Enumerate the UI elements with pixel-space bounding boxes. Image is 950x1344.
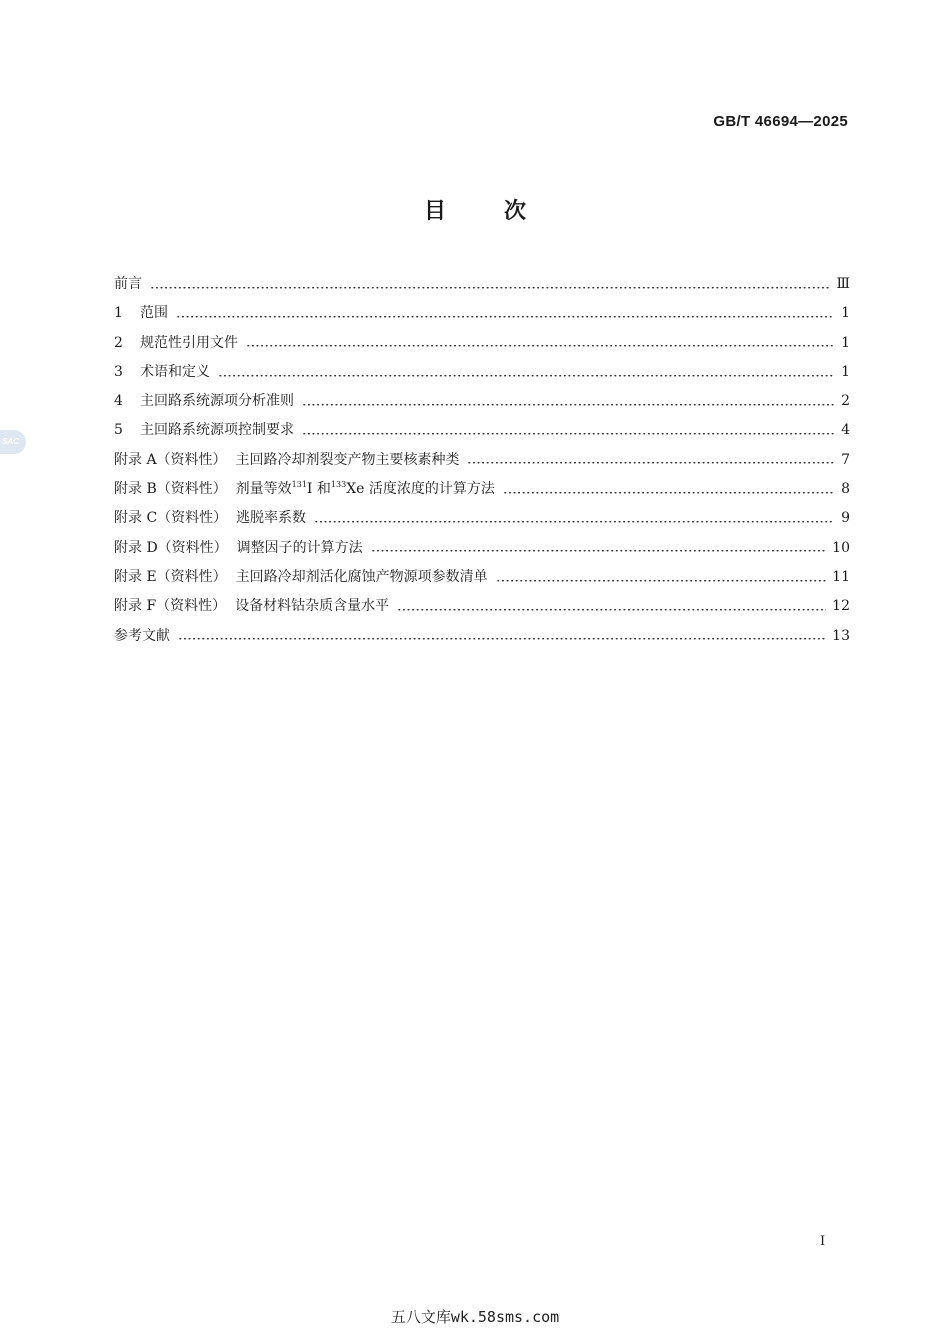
toc-entry-page: 1	[841, 305, 850, 322]
dot-leader	[302, 404, 834, 406]
toc-title: 目次	[423, 199, 584, 224]
toc-entry[interactable]	[114, 446, 850, 475]
dot-leader	[503, 492, 834, 494]
toc-entry-page: 7	[841, 451, 850, 468]
dot-leader	[218, 375, 834, 377]
toc-entry-label-text: 附录 F（资料性） 设备材料钴杂质含量水平	[114, 598, 390, 615]
isotope-mass-number: 133	[330, 480, 347, 490]
dot-leader	[314, 521, 834, 523]
toc-entry-number: 1	[114, 305, 123, 322]
toc-entry[interactable]	[114, 475, 850, 504]
toc-entry-number: 4	[114, 393, 123, 410]
toc-entry-label	[114, 504, 306, 533]
watermark-text: 五八文库wk.58sms.com	[390, 1308, 560, 1326]
toc-entry-label-text: 主回路系统源项控制要求	[140, 422, 294, 439]
toc-entry-label	[114, 475, 495, 504]
toc-entry-page: 1	[841, 363, 850, 380]
toc-entry-page: 2	[841, 393, 850, 410]
toc-entry-label-text: 附录 C（资料性） 逃脱率系数	[114, 510, 307, 527]
toc-entry-label	[114, 592, 389, 621]
toc-entry-label	[140, 358, 210, 387]
toc-entry-label-text: 主回路系统源项分析准则	[140, 393, 294, 410]
toc-entry[interactable]	[114, 329, 850, 358]
toc-entry-label	[140, 416, 294, 445]
toc-entry[interactable]	[114, 387, 850, 416]
toc-entry-page: 10	[832, 539, 850, 556]
table-of-contents	[114, 270, 850, 651]
toc-entry-label-part: 附录 B（资料性） 剂量等效	[114, 481, 292, 498]
toc-entry[interactable]	[114, 534, 850, 563]
dot-leader	[302, 433, 834, 435]
toc-entry-number: 5	[114, 422, 123, 439]
toc-entry-label	[140, 299, 168, 328]
toc-entry[interactable]	[114, 416, 850, 445]
toc-entry-page: 1	[841, 334, 850, 351]
toc-entry-label	[114, 622, 170, 651]
toc-entry[interactable]	[114, 299, 850, 328]
dot-leader	[246, 345, 834, 347]
dot-leader	[176, 316, 834, 318]
toc-entry-label	[114, 270, 142, 299]
toc-entry-label-text: 前言	[114, 276, 142, 292]
toc-entry-label	[114, 534, 363, 563]
toc-entry-label-text: 附录 D（资料性） 调整因子的计算方法	[114, 539, 363, 556]
toc-entry-page: 12	[832, 598, 850, 615]
dot-leader	[178, 638, 826, 640]
toc-entry[interactable]	[114, 270, 850, 299]
isotope-mass-number: 131	[291, 480, 307, 490]
toc-entry-page: Ⅲ	[836, 276, 850, 292]
dot-leader	[397, 609, 826, 611]
toc-entry[interactable]	[114, 504, 850, 533]
toc-entry-label-text: 范围	[140, 305, 168, 322]
toc-entry-page: 4	[841, 422, 850, 439]
toc-entry-label	[114, 446, 459, 475]
toc-entry-label-text: 参考文献	[114, 627, 170, 644]
toc-entry-label-text: 附录 A（资料性） 主回路冷却剂裂变产物主要核素种类	[114, 451, 460, 468]
toc-entry[interactable]	[114, 592, 850, 621]
toc-entry-label	[140, 329, 238, 358]
dot-leader	[371, 550, 827, 552]
toc-entry-page: 8	[841, 481, 850, 498]
toc-entry-page: 13	[832, 627, 850, 644]
dot-leader	[467, 462, 834, 464]
toc-entry-label	[140, 387, 294, 416]
toc-entry[interactable]	[114, 358, 850, 387]
toc-entry-label-text: 规范性引用文件	[140, 334, 238, 351]
dot-leader	[496, 580, 827, 582]
toc-entry[interactable]	[114, 622, 850, 651]
toc-entry-label-part: I 和	[306, 481, 331, 498]
dot-leader	[150, 287, 830, 289]
toc-entry-label	[114, 563, 488, 592]
toc-entry-number: 2	[114, 334, 123, 351]
standard-code: GB/T 46694—2025	[713, 113, 848, 130]
toc-entry-number: 3	[114, 363, 123, 380]
toc-entry-label-part: Xe 活度浓度的计算方法	[346, 481, 495, 498]
page-number: I	[820, 1234, 826, 1249]
toc-entry-page: 9	[841, 510, 850, 527]
toc-entry-label-text: 术语和定义	[140, 363, 210, 380]
sac-logo: SAC	[0, 430, 26, 454]
toc-entry[interactable]	[114, 563, 850, 592]
toc-entry-label-text: 附录 E（资料性） 主回路冷却剂活化腐蚀产物源项参数清单	[114, 568, 488, 585]
toc-entry-page: 11	[832, 568, 850, 585]
